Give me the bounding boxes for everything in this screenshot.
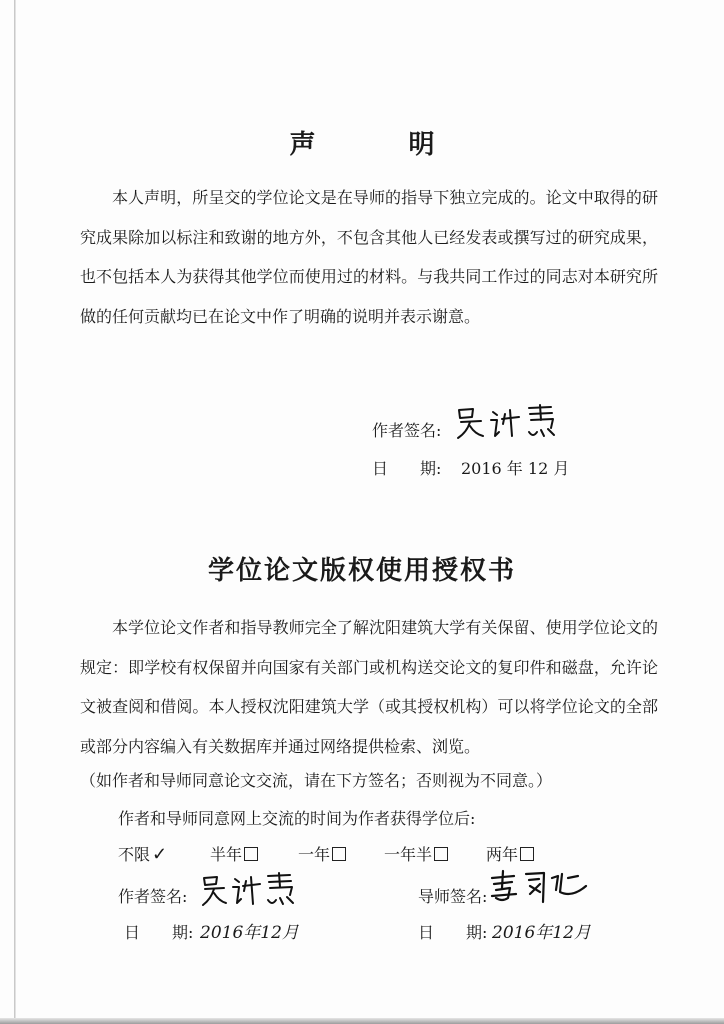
check-mark-icon: ✓ xyxy=(152,844,168,865)
checkbox-icon xyxy=(434,847,448,861)
author-date-handwritten: 2016年12月 xyxy=(200,923,299,943)
option-label: 一年半 xyxy=(384,845,433,864)
declaration-date-label: 日 期: xyxy=(372,459,442,478)
declaration-author-signature xyxy=(455,402,565,446)
author-date-label: 日 期: xyxy=(124,923,194,942)
checkbox-icon xyxy=(244,847,258,861)
option-label: 不限 xyxy=(118,845,151,864)
declaration-body: 本人声明，所呈交的学位论文是在导师的指导下独立完成的。论文中取得的研究成果除加以标注和致谢的地方外，不包含其他人已经发表或撰写过的研究成果，也不包括本人为获得其他学位而使用过的材料。与我共同工作过的同志对本研究所做的任何贡献均已在论文中作了明确的说明并表示谢意。 xyxy=(80,188,658,326)
option-one-and-half-year[interactable] xyxy=(384,842,448,865)
supervisor-date-handwritten: 2016年12月 xyxy=(492,923,591,943)
declaration-signature-label: 作者签名: xyxy=(372,421,442,440)
option-label: 半年 xyxy=(210,845,243,864)
author-signature xyxy=(200,870,300,914)
option-half-year[interactable] xyxy=(210,842,258,865)
checkbox-icon xyxy=(520,847,534,861)
declaration-title: 声 明 xyxy=(289,130,477,160)
authorization-title: 学位论文版权使用授权书 xyxy=(207,556,516,586)
page-edge-bottom xyxy=(0,1018,724,1024)
option-two-years[interactable] xyxy=(486,842,534,865)
option-label: 一年 xyxy=(298,845,331,864)
exchange-time-statement: 作者和导师同意网上交流的时间为作者获得学位后: xyxy=(118,809,476,828)
option-label: 两年 xyxy=(486,845,519,864)
supervisor-signature-label: 导师签名: xyxy=(418,887,488,906)
option-unlimited[interactable] xyxy=(118,842,167,865)
authorization-body: 本学位论文作者和指导教师完全了解沈阳建筑大学有关保留、使用学位论文的规定：即学校有权保留并向国家有关部门或机构送交论文的复印件和磁盘，允许论文被查阅和借阅。本人授权沈阳建筑大学（或其授权机构）可以将学位论文的全部或部分内容编入有关数据库并通过网络提供检索、浏览。 xyxy=(80,618,658,756)
option-one-year[interactable] xyxy=(298,842,346,865)
checkbox-icon xyxy=(332,847,346,861)
authorization-note: （如作者和导师同意论文交流，请在下方签名；否则视为不同意。） xyxy=(80,771,553,790)
author-signature-label: 作者签名: xyxy=(118,887,188,906)
declaration-date-value: 2016 年 12 月 xyxy=(461,459,570,478)
supervisor-date-label: 日 期: xyxy=(418,923,488,942)
supervisor-signature xyxy=(488,868,598,912)
